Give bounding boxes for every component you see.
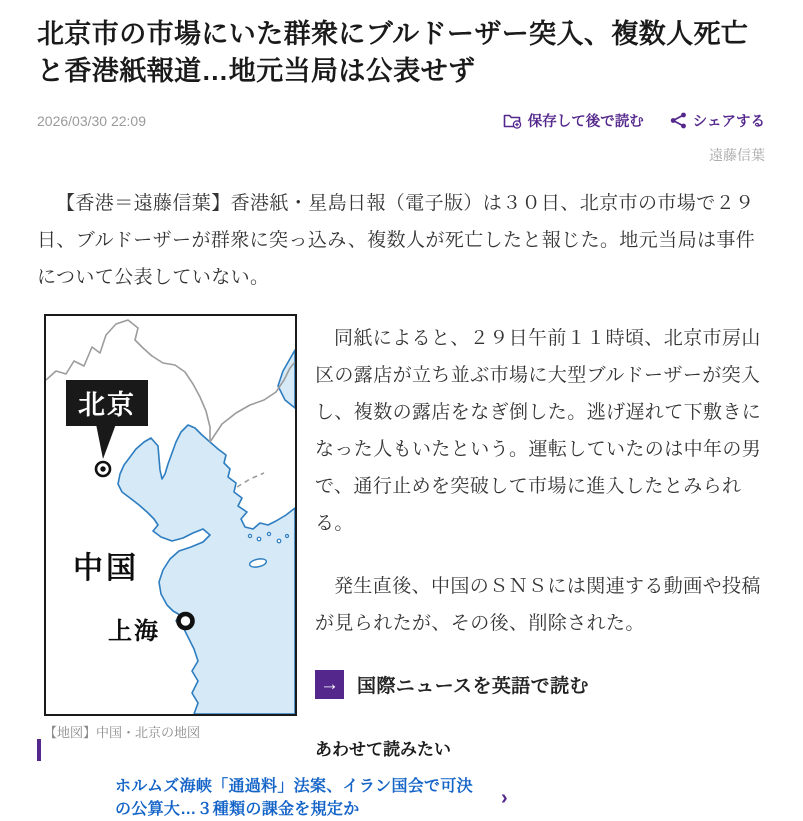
paragraph-lead: 【香港＝遠藤信葉】香港紙・星島日報（電子版）は３０日、北京市の市場で２９日、ブルドーザーが群衆に突っ込み、複数人が死亡したと報じた。地元当局は事件について公表していない。 xyxy=(37,193,756,288)
right-arrow-icon: → xyxy=(315,670,344,699)
share-button[interactable] xyxy=(670,110,765,131)
chevron-right-icon: › xyxy=(501,786,508,809)
map-caption: 【地図】中国・北京の地図 xyxy=(44,725,201,740)
author-byline: 遠藤信葉 xyxy=(709,147,765,163)
china-label: 中国 xyxy=(73,552,139,585)
beijing-label: 北京 xyxy=(78,390,136,420)
meta-row xyxy=(37,110,765,131)
related-section xyxy=(37,739,765,821)
save-folder-icon xyxy=(503,112,522,129)
share-label: シェアする xyxy=(692,114,765,130)
dmz-dashed-line xyxy=(237,473,264,487)
save-for-later-button[interactable] xyxy=(503,110,644,131)
english-news-link-label: 国際ニュースを英語で読む xyxy=(357,676,589,697)
english-news-link[interactable] xyxy=(315,670,765,699)
save-for-later-label: 保存して後で読む xyxy=(527,114,644,130)
article-actions xyxy=(503,110,765,131)
paragraph-2: 同紙によると、２９日午前１１時頃、北京市房山区の露店が立ち並ぶ市場に大型ブルドーザーが突入し、複数の露店をなぎ倒した。逃げ遅れて下敷きになった人もいたという。運転していたのは中年の男で、通行止めを突破して市場に進入したとみられる。 xyxy=(315,328,762,534)
article-headline: 北京市の市場にいた群衆にブルドーザー突入、複数人死亡と香港紙報道…地元当局は公表せず xyxy=(37,19,749,86)
related-article-link[interactable] xyxy=(37,775,765,821)
shanghai-marker xyxy=(179,614,193,628)
shanghai-label: 上海 xyxy=(108,618,160,645)
china-map-image[interactable] xyxy=(44,314,297,716)
publish-date: 2026/03/30 22:09 xyxy=(37,112,146,129)
east-sea-region xyxy=(278,350,295,408)
sea-region xyxy=(118,425,295,714)
map-figure xyxy=(44,314,297,741)
paragraph-3: 発生直後、中国のＳＮＳには関連する動画や投稿が見られたが、その後、削除された。 xyxy=(315,576,761,634)
related-section-heading: あわせて読みたい xyxy=(37,739,765,761)
beijing-label-pointer xyxy=(96,424,116,459)
share-icon xyxy=(670,112,687,129)
related-article-title: ホルムズ海峡「通過料」法案、イラン国会で可決の公算大…３種類の課金を規定か xyxy=(115,778,473,818)
beijing-marker-dot xyxy=(100,466,105,471)
